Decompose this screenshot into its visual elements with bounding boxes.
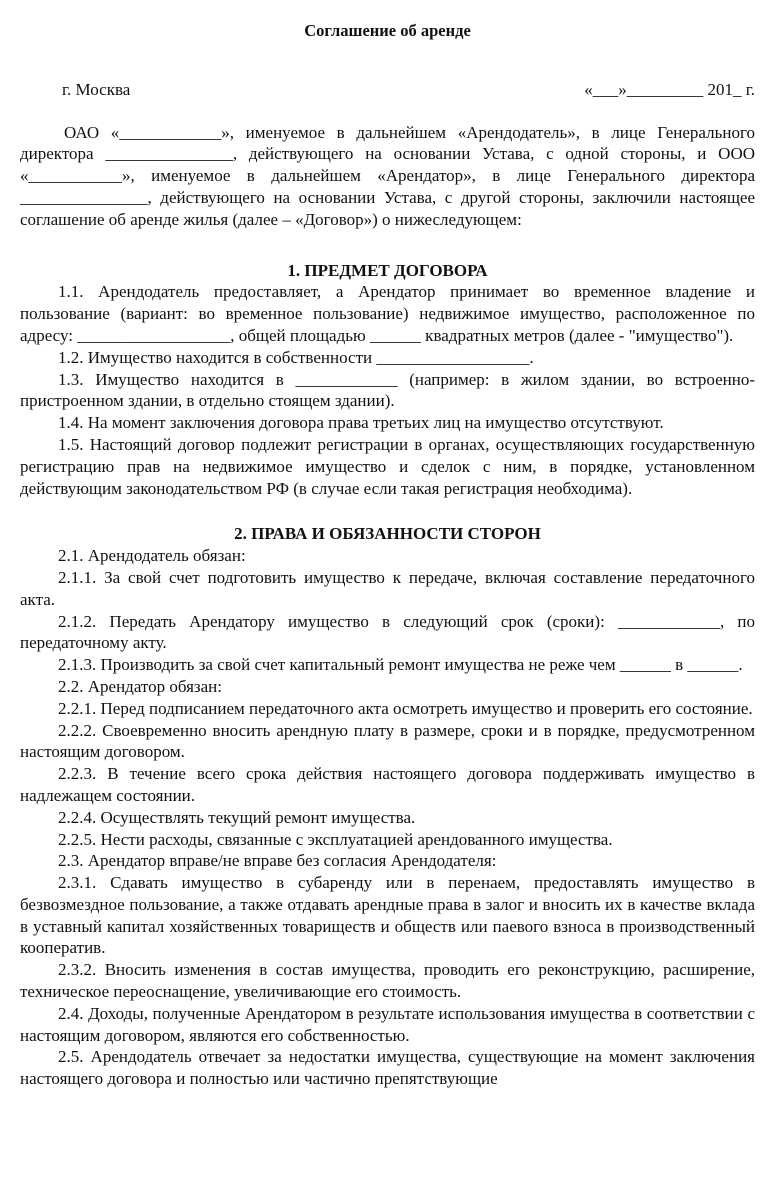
- clause-2-1: 2.1. Арендодатель обязан:: [58, 546, 246, 566]
- clause-2-2-5: 2.2.5. Нести расходы, связанные с эксплуатацией арендованного имущества.: [58, 829, 613, 849]
- document-title: Соглашение об аренде: [304, 21, 471, 40]
- clause-2-2-1: 2.2.1. Перед подписанием передаточного акта осмотреть имущество и проверить его состояние.: [58, 698, 753, 718]
- clause-1-2: 1.2. Имущество находится в собственности __________________.: [58, 347, 534, 367]
- section-1-body: [20, 281, 755, 499]
- clause-2-2-4: 2.2.4. Осуществлять текущий ремонт имущества.: [58, 807, 416, 827]
- intro-paragraph: [20, 122, 755, 231]
- clause-2-3: 2.3. Арендатор вправе/не вправе без согласия Арендодателя:: [58, 851, 497, 871]
- place-date-line: [20, 79, 755, 101]
- clause-2-2-2: 2.2.2. Своевременно вносить арендную плату в размере, сроки и в порядке, предусмотренном настоящим договором.: [20, 720, 755, 762]
- city: г. Москва: [62, 79, 131, 99]
- clause-1-1: 1.1. Арендодатель предоставляет, а Арендатор принимает во временное владение и пользование (вариант: во временное пользование) недвижимое имущество, расположенное по адресу: __________________, общей площадью ______ квадратных метров (далее - "имущество").: [20, 282, 755, 345]
- clause-2-4: 2.4. Доходы, полученные Арендатором в результате использования имущества в соответствии с настоящим договором, являются его собственностью.: [20, 1003, 755, 1045]
- clause-1-4: 1.4. На момент заключения договора права третьих лиц на имущество отсутствуют.: [58, 413, 664, 433]
- clause-2-1-2: 2.1.2. Передать Арендатору имущество в следующий срок (сроки): ____________, по передаточному акту.: [20, 611, 755, 653]
- clause-2-2-3: 2.2.3. В течение всего срока действия настоящего договора поддерживать имущество в надлежащем состоянии.: [20, 764, 755, 805]
- clause-2-1-3: 2.1.3. Производить за свой счет капитальный ремонт имущества не реже чем ______ в ______.: [58, 655, 743, 675]
- clause-2-2: 2.2. Арендатор обязан:: [58, 676, 223, 696]
- clause-1-3: 1.3. Имущество находится в ____________ (например: в жилом здании, во встроенно-пристроенном здании, в отдельно стоящем здании).: [20, 369, 755, 411]
- date: «___»_________ 201_ г.: [584, 79, 755, 99]
- section-2-body: [20, 545, 755, 1090]
- clause-1-5: 1.5. Настоящий договор подлежит регистрации в органах, осуществляющих государственную регистрацию прав на недвижимое имущество и сделок с ним, в порядке, установленном действующим законодательством РФ (в случае если такая регистрация необходима).: [20, 434, 755, 498]
- clause-2-5: 2.5. Арендодатель отвечает за недостатки имущества, существующие на момент заключения настоящего договора и полностью или частично препятствующие: [20, 1047, 755, 1089]
- section-1-heading: 1. ПРЕДМЕТ ДОГОВОРА: [287, 260, 488, 280]
- clause-2-3-2: 2.3.2. Вносить изменения в состав имущества, проводить его реконструкцию, расширение, техническое переоснащение, увеличивающие его стоимость.: [20, 960, 755, 1002]
- clause-2-1-1: 2.1.1. За свой счет подготовить имущество к передаче, включая составление передаточного акта.: [20, 567, 755, 609]
- intro-text: ОАО «____________», именуемое в дальнейшем «Арендодатель», в лице Генерального директора _______________, действующего на основании Устава, с одной стороны, и ООО «___________», именуемое в дальнейшем «Арендатор», в лице Генерального директора _______________, действующего на основании Устава, с другой стороны, заключили настоящее соглашение об аренде жилья (далее – «Договор») о нижеследующем:: [20, 122, 755, 229]
- clause-2-3-1: 2.3.1. Сдавать имущество в субаренду или в перенаем, предоставлять имущество в безвозмездное пользование, а также отдавать арендные права в залог и вносить их в качестве вклада в уставный капитал хозяйственных товариществ и обществ или паевого взноса в производственный кооператив.: [20, 873, 755, 958]
- section-2-heading: 2. ПРАВА И ОБЯЗАННОСТИ СТОРОН: [234, 524, 541, 544]
